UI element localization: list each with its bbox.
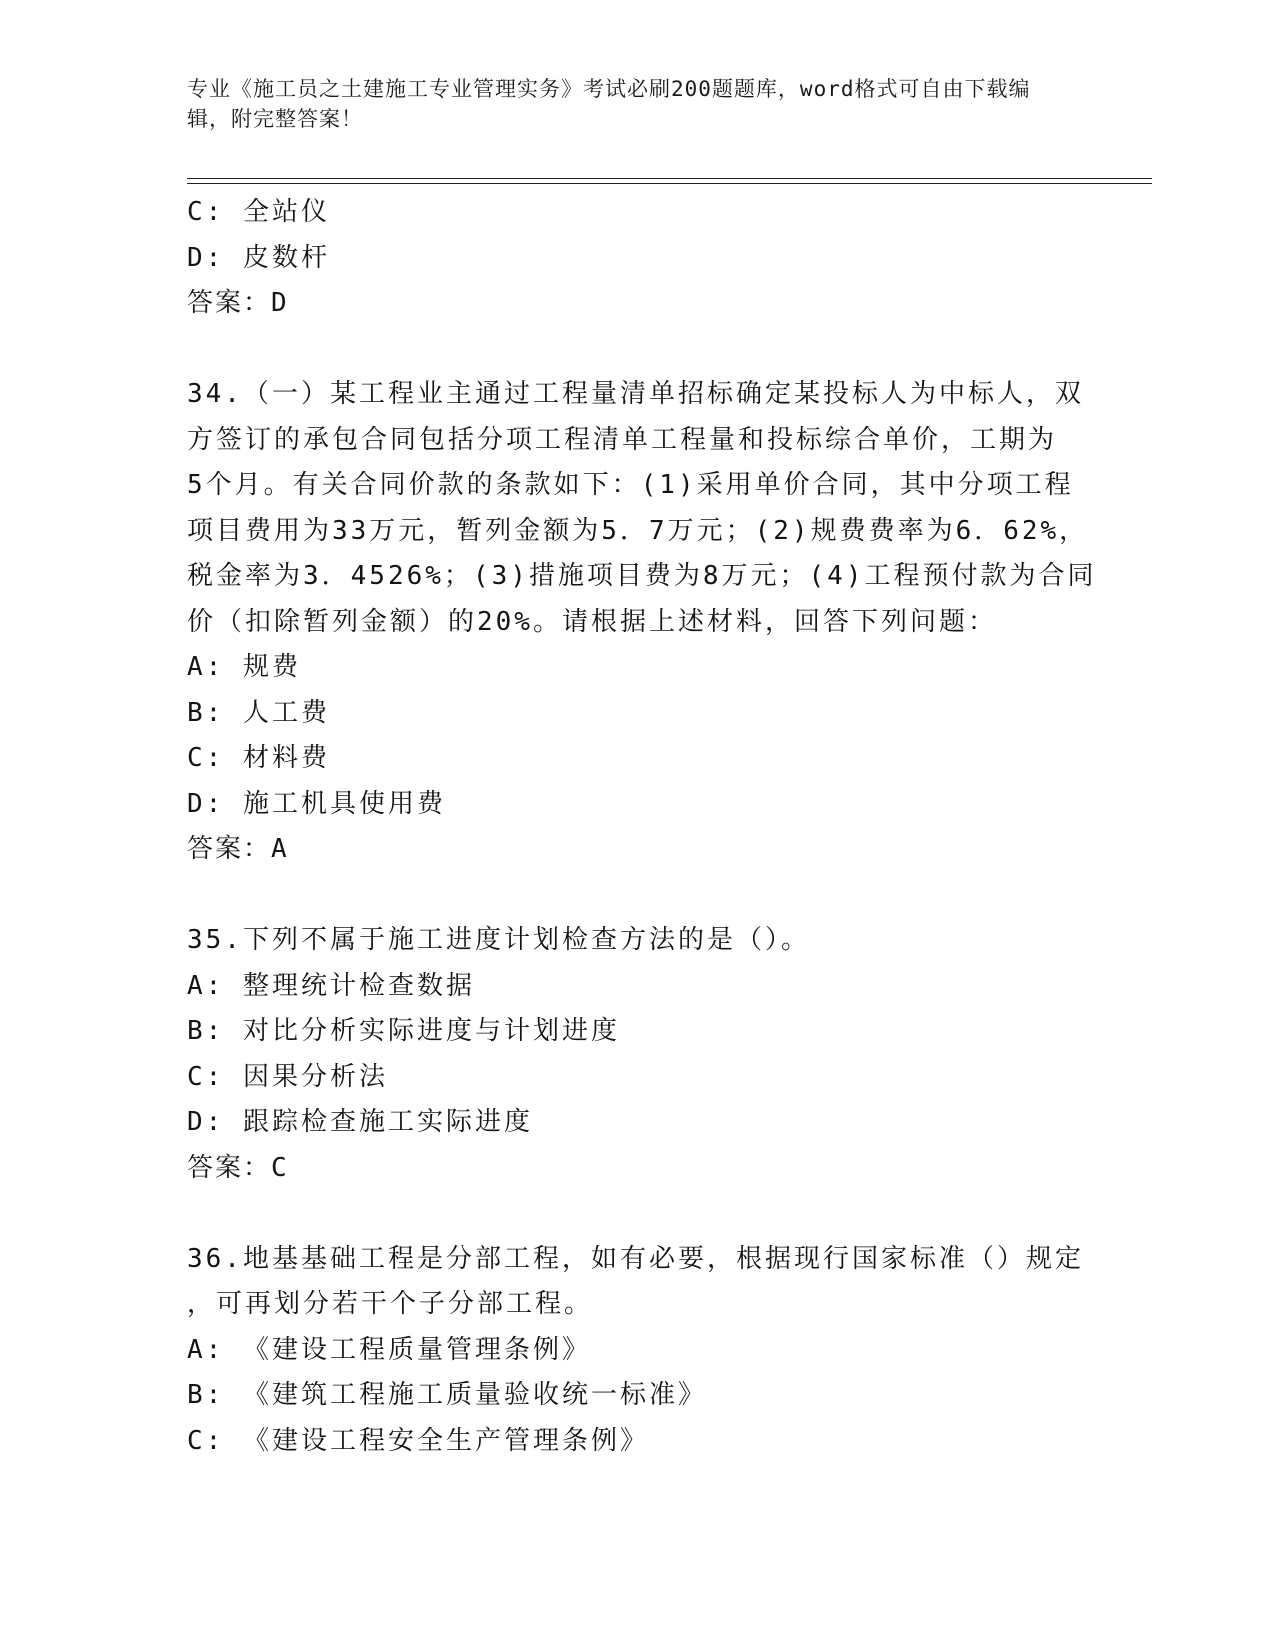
- option-line: D: 跟踪检查施工实际进度: [187, 1107, 533, 1137]
- option-line: A: 《建设工程质量管理条例》: [187, 1334, 591, 1365]
- option-line: C: 因果分析法: [187, 1061, 388, 1092]
- question-stem-line: 税金率为3．4526%；(3)措施项目费为8万元；(4)工程预付款为合同: [187, 561, 1097, 591]
- spacer: [187, 1191, 1067, 1237]
- option-line: C: 材料费: [187, 743, 330, 773]
- option-line: D: 施工机具使用费: [187, 788, 446, 819]
- option-line: B: 《建筑工程施工质量验收统一标准》: [187, 1380, 707, 1410]
- option-line: C: 全站仪: [187, 197, 330, 227]
- question-stem-line: 方签订的承包合同包括分项工程清单工程量和投标综合单价，工期为: [187, 424, 1058, 455]
- option-line: B: 人工费: [187, 697, 330, 728]
- header-rule-bottom: [187, 183, 1152, 184]
- answer-line: 答案：A: [187, 834, 289, 864]
- question-36: [187, 1237, 1084, 1465]
- question-stem-line: 5个月。有关合同价款的条款如下：(1)采用单价合同，其中分项工程: [187, 470, 1074, 500]
- option-line: D: 皮数杆: [187, 242, 330, 273]
- spacer: [187, 327, 1067, 373]
- spacer: [187, 873, 1067, 919]
- option-line: A: 整理统计检查数据: [187, 970, 475, 1001]
- question-stem-line: 36.地基基础工程是分部工程，如有必要，根据现行国家标准（）规定: [187, 1243, 1084, 1274]
- answer-line: 答案：D: [187, 288, 289, 318]
- question-stem-line: 35.下列不属于施工进度计划检查方法的是（）。: [187, 925, 810, 955]
- question-stem-line: ，可再划分若干个子分部工程。: [187, 1289, 594, 1319]
- option-line: A: 规费: [187, 652, 301, 682]
- header-rule-top: [187, 178, 1152, 179]
- option-line: C: 《建设工程安全生产管理条例》: [187, 1425, 649, 1456]
- option-line: B: 对比分析实际进度与计划进度: [187, 1016, 620, 1046]
- question-34: [187, 372, 1097, 873]
- question-content: [187, 190, 1097, 1464]
- question-stem-line: 34.（一）某工程业主通过工程量清单招标确定某投标人为中标人，双: [187, 379, 1084, 409]
- question-35: [187, 918, 1067, 1191]
- question-stem-line: 价（扣除暂列金额）的20%。请根据上述材料，回答下列问题：: [187, 606, 997, 637]
- question-stem-line: 项目费用为33万元，暂列金额为5．7万元；(2)规费费率为6．62%，: [187, 515, 1089, 546]
- document-header: 专业《施工员之土建施工专业管理实务》考试必刷200题题库，word格式可自由下载编辑，附完整答案！: [187, 77, 1031, 131]
- answer-line: 答案：C: [187, 1152, 289, 1183]
